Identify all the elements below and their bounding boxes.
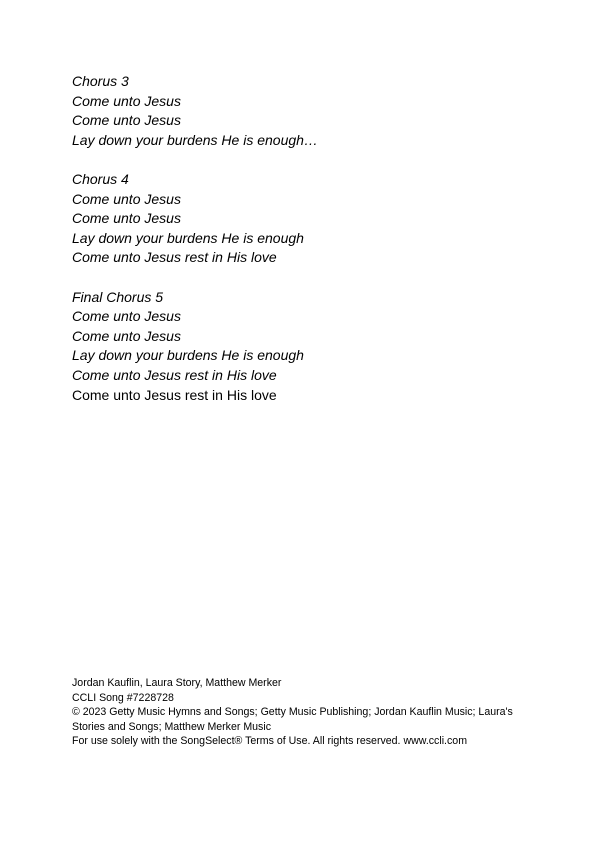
copyright-footer	[72, 676, 532, 749]
section-heading: Chorus 3	[72, 73, 129, 89]
lyric-line: Come unto Jesus	[72, 210, 181, 227]
lyric-line: Come unto Jesus	[72, 190, 181, 207]
lyric-section-chorus-3	[72, 72, 532, 150]
section-heading: Chorus 4	[72, 170, 129, 187]
lyric-line: Come unto Jesus	[72, 112, 181, 129]
lyric-line: Lay down your burdens He is enough	[72, 347, 304, 364]
lyric-section-chorus-4	[72, 170, 532, 268]
terms-of-use-line: For use solely with the SongSelect® Terms of Use. All rights reserved. www.ccli.com	[72, 735, 468, 748]
authors-line: Jordan Kauflin, Laura Story, Matthew Merker	[72, 677, 282, 689]
lyric-line: Come unto Jesus rest in His love	[72, 249, 277, 266]
lyric-line: Come unto Jesus	[72, 92, 181, 109]
lyric-line: Come unto Jesus rest in His love	[72, 386, 277, 403]
ccli-song-number: CCLI Song #7228728	[72, 691, 174, 704]
lyric-section-final-chorus-5	[72, 288, 532, 406]
lyric-line: Come unto Jesus	[72, 327, 181, 344]
section-heading: Final Chorus 5	[72, 288, 164, 305]
lyric-line: Lay down your burdens He is enough…	[72, 131, 318, 148]
copyright-line: © 2023 Getty Music Hymns and Songs; Getty Music Publishing; Jordan Kauflin Music; Laura's	[72, 706, 513, 719]
lyric-line: Come unto Jesus rest in His love	[72, 366, 277, 383]
lyric-line: Come unto Jesus	[72, 308, 181, 325]
lyrics-body	[72, 72, 532, 425]
lyric-line: Lay down your burdens He is enough	[72, 229, 304, 246]
copyright-line-continued: Stories and Songs; Matthew Merker Music	[72, 720, 272, 733]
